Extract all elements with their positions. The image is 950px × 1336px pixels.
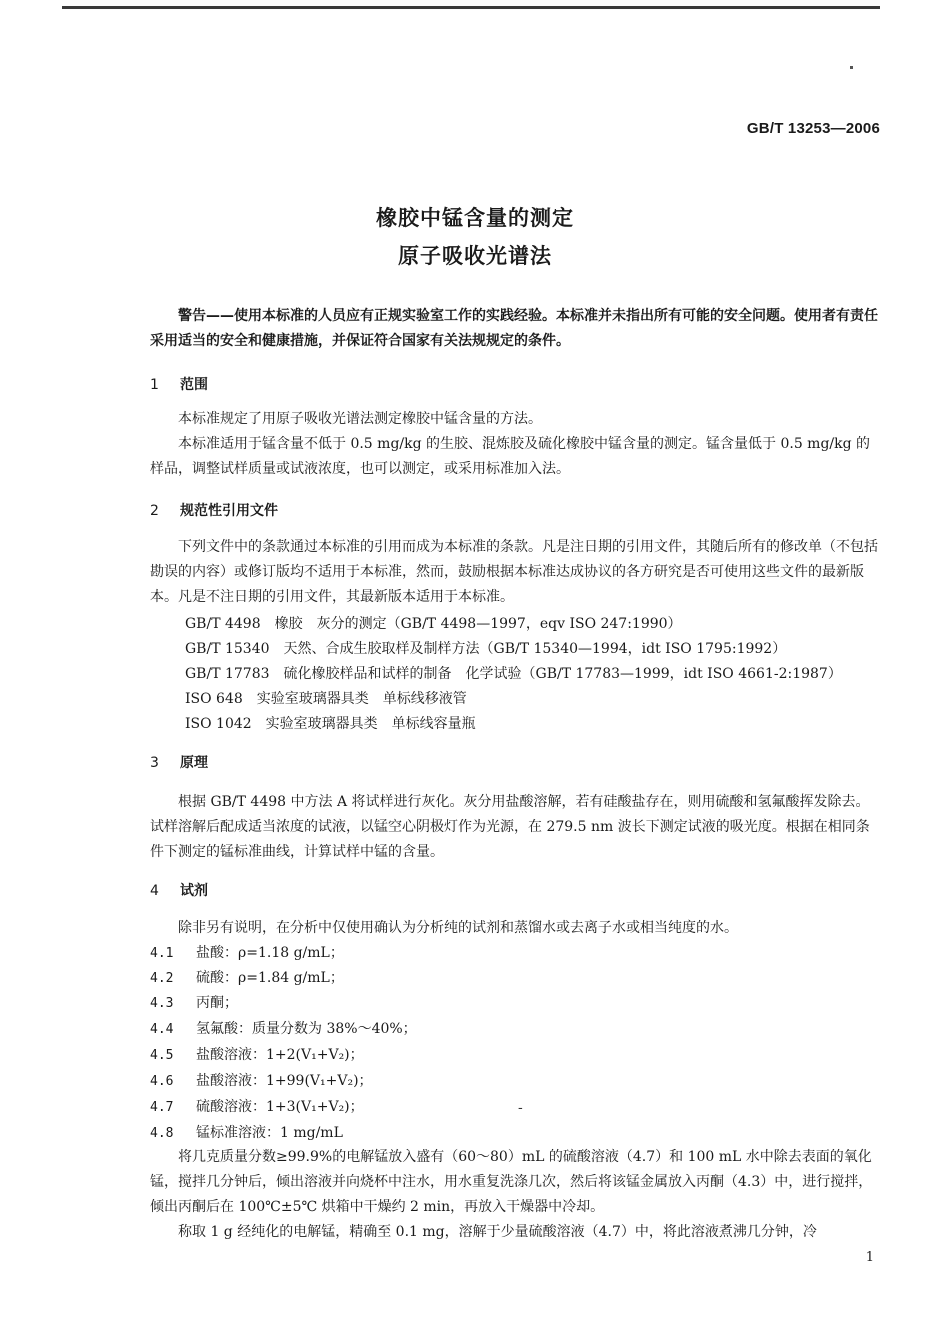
reagent-item bbox=[150, 1096, 364, 1116]
reagent-text: 盐酸溶液：1+2(V₁+V₂)； bbox=[196, 1047, 364, 1063]
reagent-number: 4.1 bbox=[150, 946, 174, 961]
reagent-text: 硫酸溶液：1+3(V₁+V₂)； bbox=[196, 1099, 364, 1115]
section-1-paragraph-2: 本标准适用于锰含量不低于 0.5 mg/kg 的生胶、混炼胶及硫化橡胶中锰含量的测定。锰含量低于 0.5 mg/kg 的样品，调整试样质量或试液浓度，也可以测定，或采用标准加入法。 bbox=[150, 436, 871, 477]
section-4-paragraph-2: 将几克质量分数≥99.9%的电解锰放入盛有（60～80）mL 的硫酸溶液（4.7）和 100 mL 水中除去表面的氧化锰，搅拌几分钟后，倾出溶液并向烧杯中注水，用水重复洗涤几次，然后将该锰金属放入丙酮（4.3）中，进行搅拌，倾出丙酮后在 100℃±5℃ 烘箱中干燥约 2 min，再放入干燥器中冷却。 bbox=[150, 1149, 873, 1215]
section-title: 试剂 bbox=[180, 883, 208, 899]
reference-item: GB/T 4498 橡胶 灰分的测定（GB/T 4498—1997，eqv ISO 247:1990） bbox=[185, 616, 682, 632]
warning-paragraph: 警告——使用本标准的人员应有正规实验室工作的实践经验。本标准并未指出所有可能的安全问题。使用者有责任采用适当的安全和健康措施，并保证符合国家有关法规规定的条件。 bbox=[150, 308, 878, 349]
reagent-text: 丙酮； bbox=[196, 995, 238, 1011]
title-line-1: 橡胶中锰含量的测定 bbox=[376, 206, 574, 230]
section-4-heading bbox=[150, 880, 208, 900]
reagent-number: 4.3 bbox=[150, 996, 174, 1011]
reagent-number: 4.6 bbox=[150, 1074, 174, 1089]
reagent-text: 盐酸：ρ=1.18 g/mL； bbox=[196, 945, 344, 961]
reagent-text: 盐酸溶液：1+99(V₁+V₂)； bbox=[196, 1073, 373, 1089]
section-4-paragraph-1: 除非另有说明，在分析中仅使用确认为分析纯的试剂和蒸馏水或去离子水或相当纯度的水。 bbox=[178, 920, 738, 936]
reagent-text: 锰标准溶液：1 mg/mL bbox=[196, 1125, 343, 1141]
section-number: 2 bbox=[150, 503, 159, 519]
reagent-item bbox=[150, 942, 344, 962]
scan-speck bbox=[850, 66, 853, 69]
reagent-number: 4.7 bbox=[150, 1100, 174, 1115]
standard-code: GB/T 13253—2006 bbox=[746, 120, 880, 137]
section-3-paragraph-1: 根据 GB/T 4498 中方法 A 将试样进行灰化。灰分用盐酸溶解，若有硅酸盐存在，则用硫酸和氢氟酸挥发除去。试样溶解后配成适当浓度的试液，以锰空心阴极灯作为光源，在 279.5 nm 波长下测定试液的吸光度。根据在相同条件下测定的锰标准曲线，计算试样中锰的含量。 bbox=[150, 794, 870, 860]
section-number: 3 bbox=[150, 755, 159, 771]
section-1-heading bbox=[150, 374, 208, 394]
reference-item: GB/T 15340 天然、合成生胶取样及制样方法（GB/T 15340—1994，idt ISO 1795:1992） bbox=[185, 641, 787, 657]
section-1-paragraph-1: 本标准规定了用原子吸收光谱法测定橡胶中锰含量的方法。 bbox=[178, 411, 542, 427]
section-number: 1 bbox=[150, 377, 159, 393]
title-line-2: 原子吸收光谱法 bbox=[398, 244, 552, 268]
section-2-heading bbox=[150, 500, 278, 520]
reagent-item bbox=[150, 1122, 343, 1142]
section-3-heading bbox=[150, 752, 208, 772]
reagent-text: 硫酸：ρ=1.84 g/mL； bbox=[196, 970, 344, 986]
scan-mark: - bbox=[518, 1100, 523, 1116]
reagent-item bbox=[150, 1044, 364, 1064]
reagent-item bbox=[150, 1018, 417, 1038]
reagent-item bbox=[150, 967, 344, 987]
page-number: 1 bbox=[865, 1250, 874, 1265]
reagent-number: 4.5 bbox=[150, 1048, 174, 1063]
reference-item: ISO 1042 实验室玻璃器具类 单标线容量瓶 bbox=[185, 716, 476, 732]
section-number: 4 bbox=[150, 883, 159, 899]
reagent-item bbox=[150, 992, 238, 1012]
section-title: 规范性引用文件 bbox=[180, 503, 278, 519]
reference-item: ISO 648 实验室玻璃器具类 单标线移液管 bbox=[185, 691, 467, 707]
section-title: 范围 bbox=[180, 377, 208, 393]
reference-item: GB/T 17783 硫化橡胶样品和试样的制备 化学试验（GB/T 17783—1999，idt ISO 4661-2:1987） bbox=[185, 666, 842, 682]
reagent-number: 4.8 bbox=[150, 1126, 174, 1141]
reagent-number: 4.2 bbox=[150, 971, 174, 986]
section-4-paragraph-3: 称取 1 g 经纯化的电解锰，精确至 0.1 mg，溶解于少量硫酸溶液（4.7）中，将此溶液煮沸几分钟，冷 bbox=[178, 1224, 817, 1240]
reagent-text: 氢氟酸：质量分数为 38%～40%； bbox=[196, 1021, 417, 1037]
reagent-item bbox=[150, 1070, 373, 1090]
scan-edge-line bbox=[62, 6, 880, 9]
section-title: 原理 bbox=[180, 755, 208, 771]
reagent-number: 4.4 bbox=[150, 1022, 174, 1037]
section-2-paragraph-1: 下列文件中的条款通过本标准的引用而成为本标准的条款。凡是注日期的引用文件，其随后所有的修改单（不包括勘误的内容）或修订版均不适用于本标准，然而，鼓励根据本标准达成协议的各方研究是否可使用这些文件的最新版本。凡是不注日期的引用文件，其最新版本适用于本标准。 bbox=[150, 539, 878, 605]
